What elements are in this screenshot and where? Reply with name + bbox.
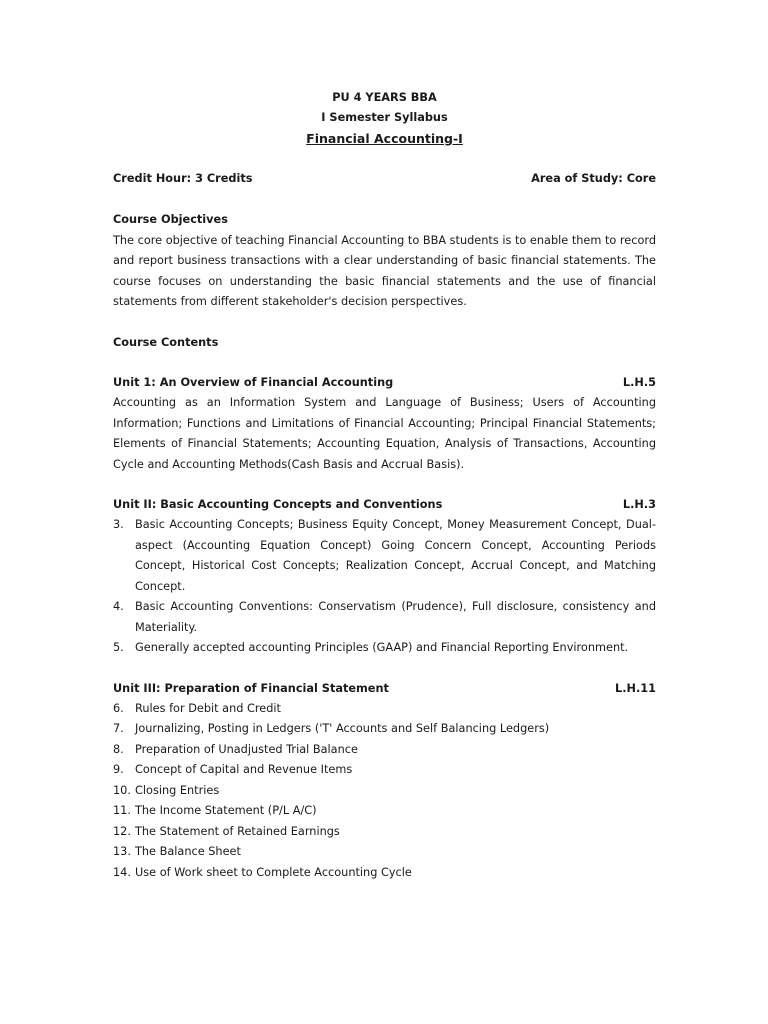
list-item-text: Rules for Debit and Credit: [135, 701, 281, 715]
list-item: [113, 740, 656, 761]
list-item-text: Generally accepted accounting Principles (GAAP) and Financial Reporting Environment.: [135, 641, 629, 654]
list-item-text: Preparation of Unadjusted Trial Balance: [135, 742, 358, 756]
contents-heading: Course Contents: [113, 335, 219, 349]
list-item-number: 9.: [113, 763, 124, 776]
list-item-text: Basic Accounting Concepts; Business Equity Concept, Money Measurement Concept, Dual-aspect (Accounting Equation Concept) Going Concern Concept, Accounting Periods Concept, Historical Cost Concepts; Realization Concept, Accrual Concept, and Matching Concept.: [135, 518, 656, 593]
area-of-study: Area of Study: Core: [531, 172, 656, 185]
list-item-number: 11.: [113, 804, 131, 817]
course-title: Financial Accounting-I: [306, 131, 463, 146]
list-item-number: 3.: [113, 518, 124, 531]
list-item: [113, 863, 656, 884]
list-item: [113, 842, 656, 863]
unit2-title: Unit II: Basic Accounting Concepts and Conventions: [113, 498, 443, 511]
unit2-hours: L.H.3: [622, 498, 656, 511]
semester-title: I Semester Syllabus: [321, 111, 448, 124]
list-item-text: Closing Entries: [135, 783, 220, 797]
list-item-number: 6.: [113, 701, 124, 715]
unit3-header: [113, 679, 656, 699]
list-item: [113, 699, 656, 720]
list-item-number: 13.: [113, 845, 131, 858]
unit3-title: Unit III: Preparation of Financial Statement: [113, 681, 389, 695]
list-item-number: 14.: [113, 865, 131, 879]
objectives-heading: Course Objectives: [113, 213, 228, 226]
credit-hour: Credit Hour: 3 Credits: [113, 172, 253, 185]
list-item: [113, 781, 656, 802]
unit3-hours: L.H.11: [615, 681, 656, 695]
list-item: [113, 638, 656, 659]
program-title: PU 4 YEARS BBA: [332, 91, 437, 104]
unit2-list: [113, 515, 656, 659]
course-meta-row: [113, 169, 656, 189]
list-item-text: The Statement of Retained Earnings: [135, 824, 340, 838]
list-item-number: 8.: [113, 742, 124, 756]
list-item-text: Use of Work sheet to Complete Accounting Cycle: [135, 865, 412, 879]
list-item-text: Concept of Capital and Revenue Items: [135, 763, 353, 776]
list-item-text: Journalizing, Posting in Ledgers ('T' Accounts and Self Balancing Ledgers): [135, 722, 550, 735]
unit1-header: [113, 373, 656, 393]
list-item: [113, 801, 656, 822]
list-item-text: Basic Accounting Conventions: Conservatism (Prudence), Full disclosure, consistency and Materiality.: [135, 600, 656, 634]
list-item: [113, 760, 656, 781]
objectives-text: The core objective of teaching Financial Accounting to BBA students is to enable them to record and report business transactions with a clear understanding of basic financial statements. The course focuses on understanding the basic financial statements and the use of financial statements from different stakeholder's decision perspectives.: [113, 233, 656, 308]
list-item-number: 10.: [113, 783, 131, 797]
unit1-title: Unit 1: An Overview of Financial Accounting: [113, 376, 394, 389]
list-item-text: The Income Statement (P/L A/C): [135, 804, 317, 817]
list-item: [113, 719, 656, 740]
list-item-number: 4.: [113, 600, 124, 613]
list-item-text: The Balance Sheet: [135, 845, 241, 858]
list-item: [113, 515, 656, 597]
unit1-hours: L.H.5: [622, 376, 656, 389]
document-page: [113, 88, 656, 883]
list-item: [113, 597, 656, 638]
list-item: [113, 822, 656, 843]
list-item-number: 5.: [113, 641, 124, 654]
list-item-number: 12.: [113, 824, 131, 838]
unit2-header: [113, 495, 656, 515]
unit3-list: [113, 699, 656, 884]
unit1-text: Accounting as an Information System and Language of Business; Users of Accounting Information; Functions and Limitations of Financial Accounting; Principal Financial Statements; Elements of Financial Statements; Accounting Equation, Analysis of Transactions, Accounting Cycle and Accounting Methods(Cash Basis and Accrual Basis).: [113, 396, 656, 471]
list-item-number: 7.: [113, 722, 124, 735]
